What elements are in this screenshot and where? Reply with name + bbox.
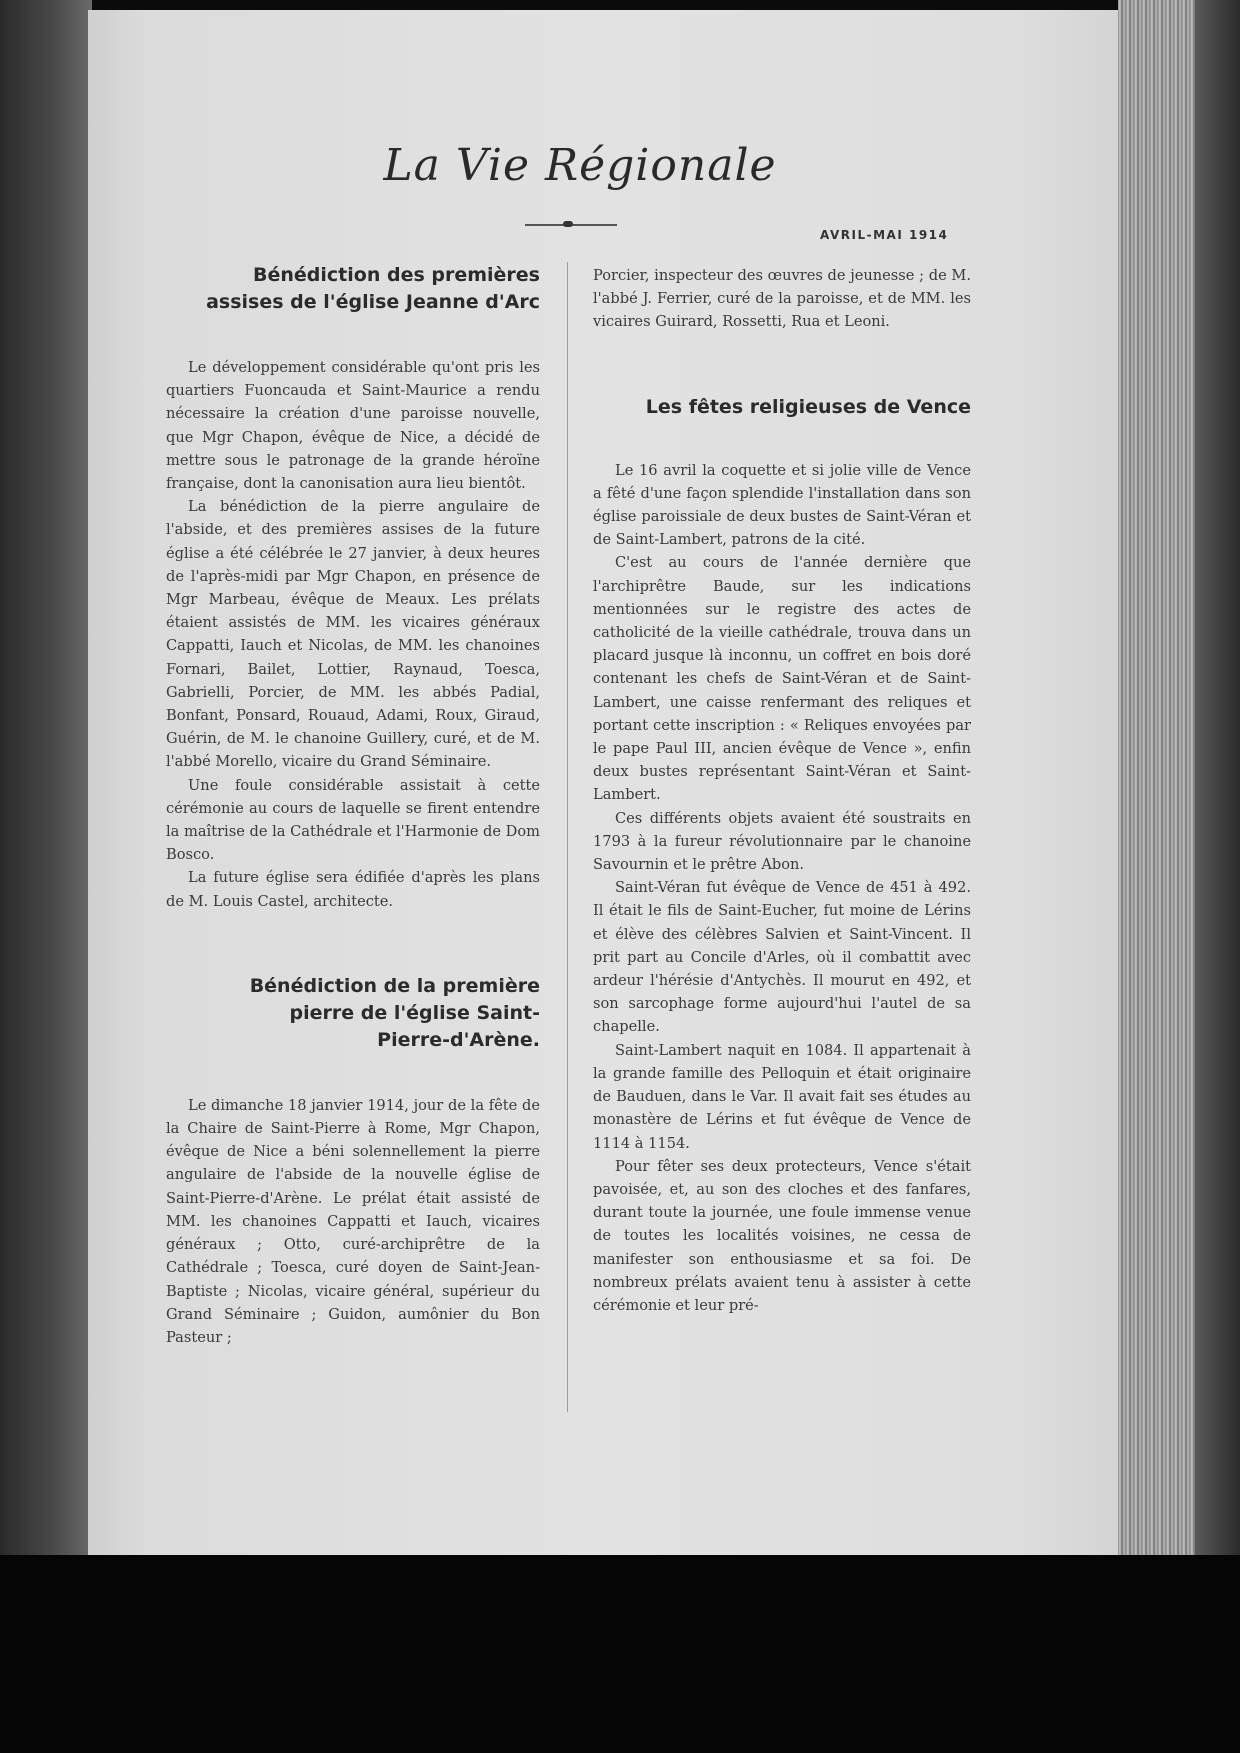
right-column [593, 264, 971, 1317]
article-3-title: Les fêtes religieuses de Vence [645, 395, 971, 418]
article-1-paragraph: La future église sera édifiée d'après les plans de M. Louis Castel, architecte. [166, 869, 540, 910]
page-title: La Vie Régionale [383, 140, 777, 191]
article-3-paragraph: Ces différents objets avaient été soustraits en 1793 à la fureur révolutionnaire par le chanoine Savournin et le prêtre Abon. [593, 809, 971, 874]
article-1-title: Bénédiction des premières assises de l'église Jeanne d'Arc [206, 264, 540, 313]
article-3-paragraph: Pour fêter ses deux protecteurs, Vence s'était pavoisée, et, au son des cloches et des fanfares, durant toute la journée, une foule immense venue de toutes les localités voisines, ne cessa de manifester son enthousiasme et sa foi. De nombreux prélats avaient tenu à assister à cette cérémonie et leur pré- [593, 1157, 971, 1314]
article-2-title: Bénédiction de la première pierre de l'église Saint- Pierre-d'Arène. [249, 974, 540, 1051]
left-column [166, 262, 540, 1349]
article-3-paragraph: Le 16 avril la coquette et si jolie ville de Vence a fêté d'une façon splendide l'installation dans son église paroissiale de deux bustes de Saint-Véran et de Saint-Lambert, patrons de la cité. [593, 461, 971, 549]
article-3-paragraph: Saint-Véran fut évêque de Vence de 451 à 492. Il était le fils de Saint-Eucher, fut moine de Lérins et élève des célèbres Salvien et Saint-Vincent. Il prit part au Concile d'Arles, où il combattit avec ardeur l'hérésie d'Antychès. Il mourut en 492, et son sarcophage forme aujourd'hui l'autel de sa chapelle. [593, 879, 971, 1036]
article-3-paragraph: C'est au cours de l'année dernière que l'archiprêtre Baude, sur les indications mentionnées sur le registre des actes de catholicité de la vieille cathédrale, trouva dans un placard jusque là inconnu, un coffret en bois doré contenant les chefs de Saint-Véran et de Saint-Lambert, une caisse renfermant des reliques et portant cette inscription : « Reliques envoyées par le pape Paul III, ancien évêque de Vence », enfin deux bustes représentant Saint-Véran et Saint-Lambert. [593, 554, 971, 804]
article-3-paragraph: Saint-Lambert naquit en 1084. Il appartenait à la grande famille des Pelloquin et était originaire de Bauduen, dans le Var. Il avait fait ses études au monastère de Lérins et fut évêque de Vence de 1114 à 1154. [593, 1041, 971, 1152]
article-1-paragraph: La bénédiction de la pierre angulaire de l'abside, et des premières assises de la future église a été célébrée le 27 janvier, à deux heures de l'après-midi par Mgr Chapon, en présence de Mgr Marbeau, évêque de Meaux. Les prélats étaient assistés de MM. les vicaires généraux Cappatti, Iauch et Nicolas, de MM. les chanoines Fornari, Bailet, Lottier, Raynaud, Toesca, Gabrielli, Porcier, de MM. les abbés Padial, Bonfant, Ponsard, Rouaud, Adami, Roux, Giraud, Guérin, de M. le chanoine Guillery, curé, et de M. l'abbé Morello, vicaire du Grand Séminaire. [166, 498, 540, 771]
scan-left-margin [0, 0, 92, 1555]
scan-bottom-background [0, 1555, 1240, 1753]
article-2-paragraph: Le dimanche 18 janvier 1914, jour de la fête de la Chaire de Saint-Pierre à Rome, Mgr Chapon, évêque de Nice a béni solennellement la pierre angulaire de l'abside de la nouvelle église de Saint-Pierre-d'Arène. Le prélat était assisté de MM. les chanoines Cappatti et Iauch, vicaires généraux ; Otto, curé-archiprêtre de la Cathédrale ; Toesca, curé doyen de Saint-Jean-Baptiste ; Nicolas, vicaire général, supérieur du Grand Séminaire ; Guidon, aumônier du Bon Pasteur ; [166, 1096, 540, 1346]
title-rule-ornament [563, 221, 573, 227]
issue-date: AVRIL-MAI 1914 [820, 228, 949, 242]
book-spine-shadow [1195, 0, 1240, 1555]
article-1-paragraph: Le développement considérable qu'ont pris les quartiers Fuoncauda et Saint-Maurice a rendu nécessaire la création d'une paroisse nouvelle, que Mgr Chapon, évêque de Nice, a décidé de mettre sous le patronage de la grande héroïne française, dont la canonisation aura lieu bientôt. [166, 359, 540, 493]
article-2-continuation: Porcier, inspecteur des œuvres de jeunesse ; de M. l'abbé J. Ferrier, curé de la paroisse, et de MM. les vicaires Guirard, Rossetti, Rua et Leoni. [593, 267, 971, 331]
column-divider [567, 262, 568, 1412]
article-1-paragraph: Une foule considérable assistait à cette cérémonie au cours de laquelle se firent entendre la maîtrise de la Cathédrale et l'Harmonie de Dom Bosco. [166, 776, 540, 864]
